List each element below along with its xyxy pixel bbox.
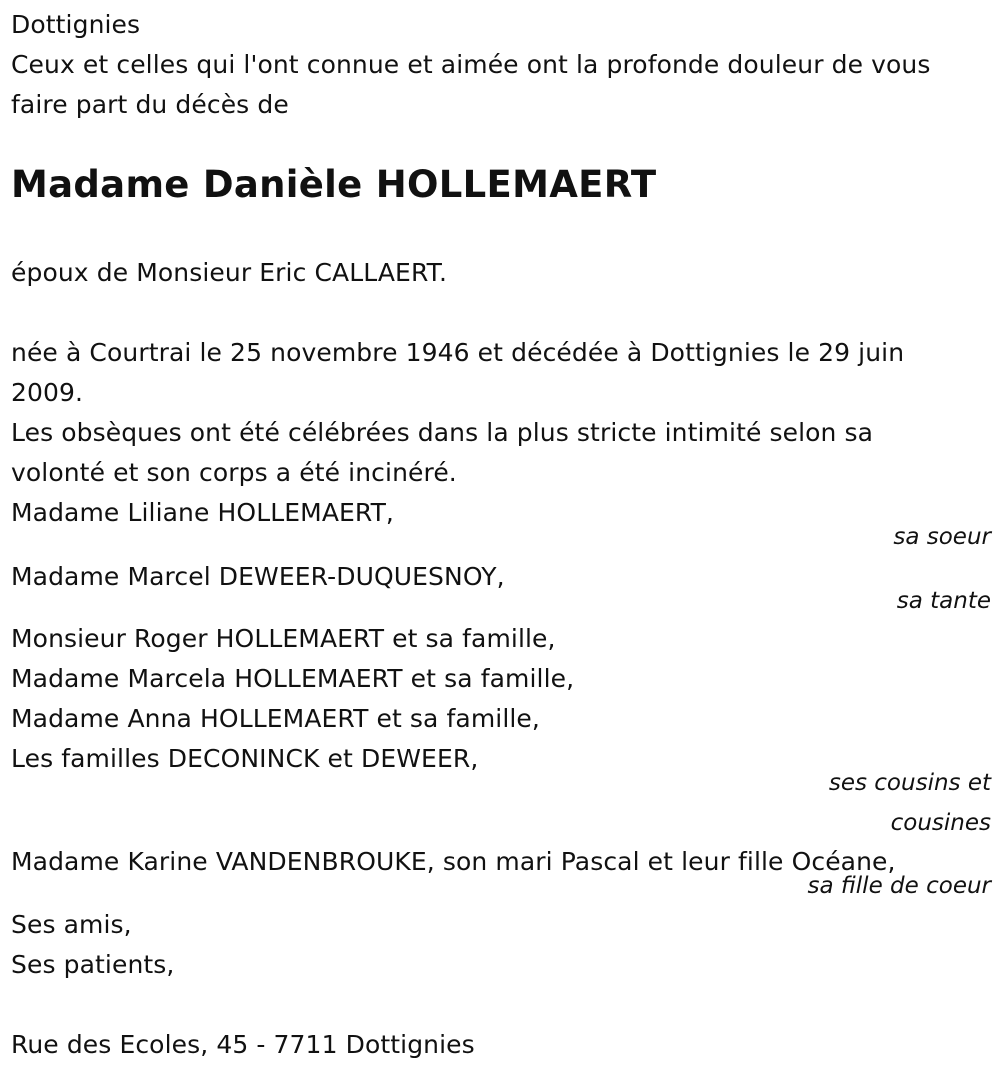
- aunt-relation: sa tante: [896, 588, 991, 614]
- address-line: Rue des Ecoles, 45 - 7711 Dottignies: [11, 1030, 475, 1059]
- spouse-line: époux de Monsieur Eric CALLAERT.: [11, 258, 448, 287]
- heart-daughter-relation: sa fille de coeur: [807, 873, 991, 899]
- cousin-entry-1: Monsieur Roger HOLLEMAERT et sa famille,: [11, 624, 556, 653]
- funeral-line-2: volonté et son corps a été incinéré.: [11, 458, 457, 487]
- funeral-line-1: Les obsèques ont été célébrées dans la plus stricte intimité selon sa: [11, 418, 874, 447]
- birth-death-line-2: 2009.: [11, 378, 84, 407]
- sister-name: Madame Liliane HOLLEMAERT,: [11, 498, 394, 527]
- heart-daughter-name: Madame Karine VANDENBROUKE, son mari Pascal et leur fille Océane,: [11, 847, 896, 876]
- patients-line: Ses patients,: [11, 950, 175, 979]
- aunt-name: Madame Marcel DEWEER-DUQUESNOY,: [11, 562, 505, 591]
- cousins-relation-line-1: ses cousins et: [828, 770, 991, 796]
- friends-line: Ses amis,: [11, 910, 132, 939]
- birth-death-line-1: née à Courtrai le 25 novembre 1946 et décédée à Dottignies le 29 juin: [11, 338, 905, 367]
- intro-line-1: Ceux et celles qui l'ont connue et aimée ont la profonde douleur de vous: [11, 50, 931, 79]
- sister-relation: sa soeur: [893, 524, 991, 550]
- intro-line-2: faire part du décès de: [11, 90, 289, 119]
- cousins-relation-line-2: cousines: [890, 810, 991, 836]
- deceased-name: Madame Danièle HOLLEMAERT: [11, 163, 657, 206]
- cousin-entry-4: Les familles DECONINCK et DEWEER,: [11, 744, 479, 773]
- cousin-entry-2: Madame Marcela HOLLEMAERT et sa famille,: [11, 664, 575, 693]
- cousin-entry-3: Madame Anna HOLLEMAERT et sa famille,: [11, 704, 540, 733]
- location: Dottignies: [11, 10, 141, 39]
